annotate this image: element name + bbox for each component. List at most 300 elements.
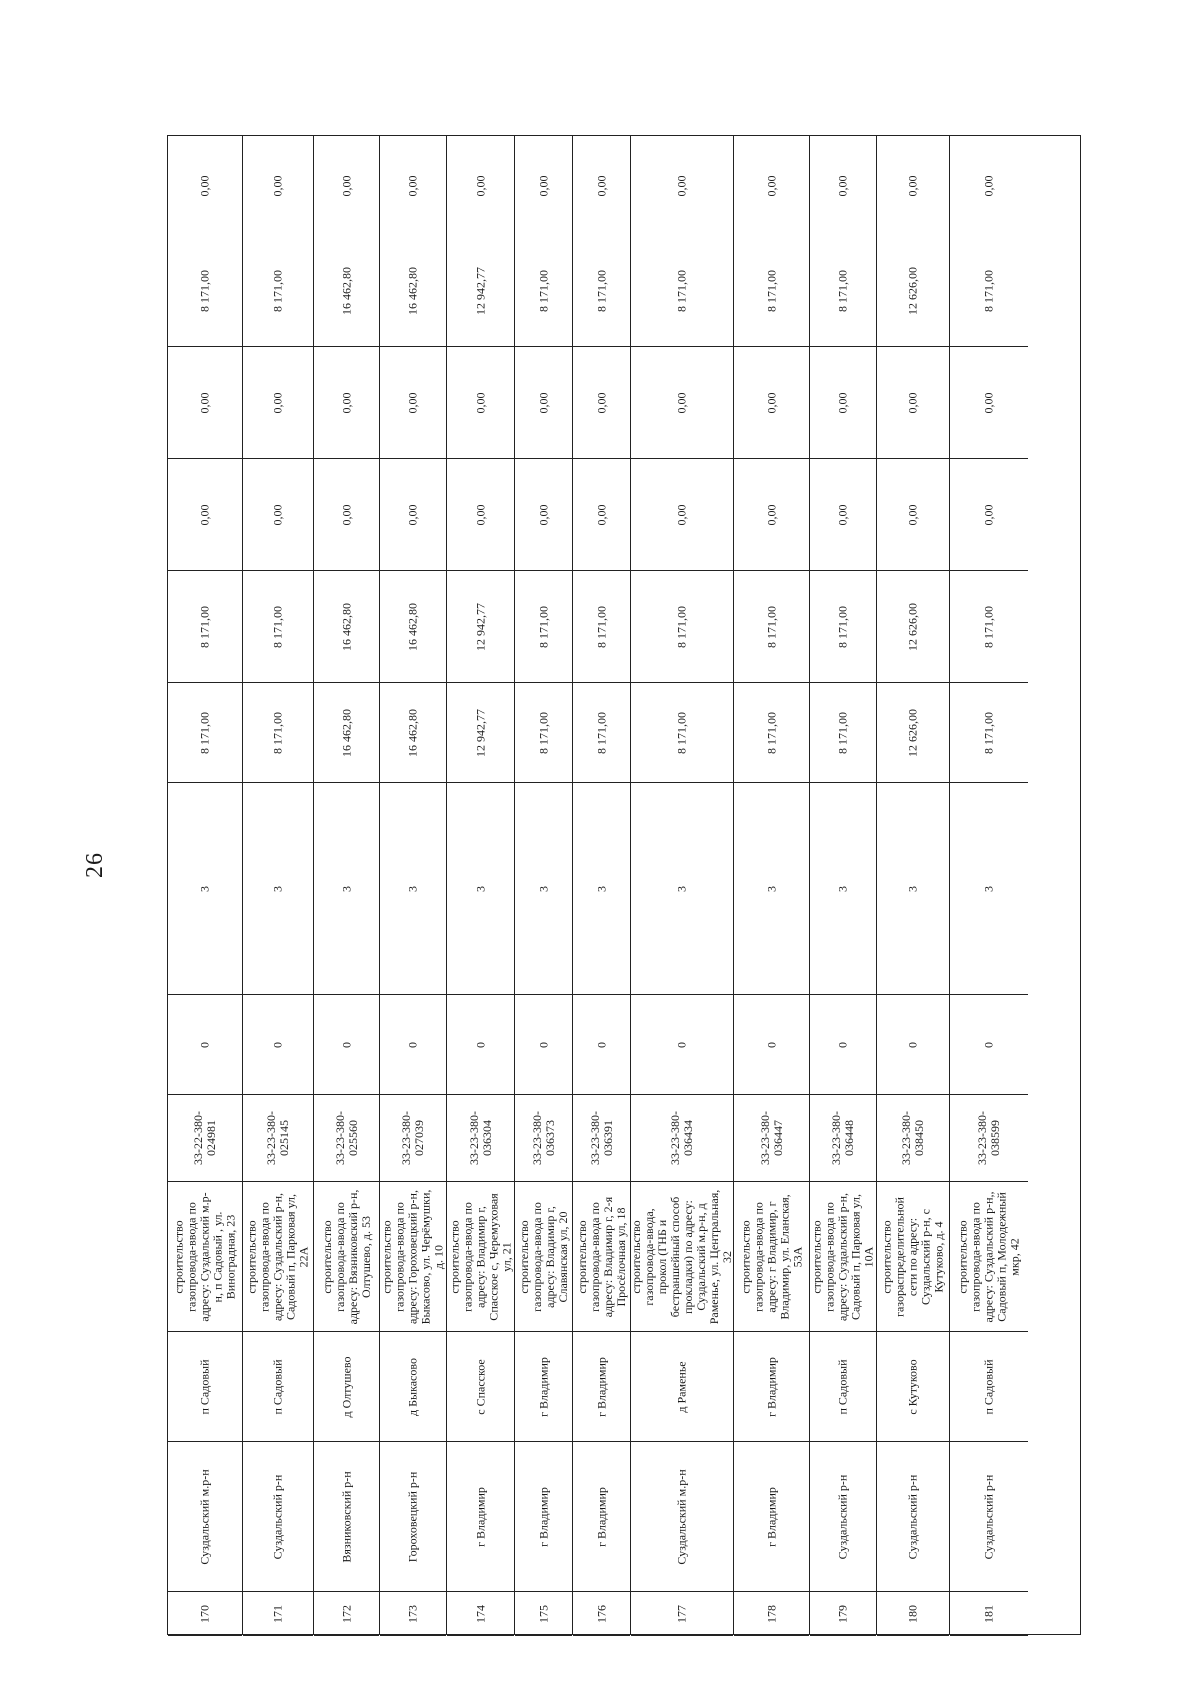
table-row: [380, 136, 447, 1634]
value-6: 0,00: [339, 175, 353, 196]
column-b-value: 3: [473, 885, 487, 892]
value-1-cell: [314, 683, 379, 783]
value-2: 12 626,00: [905, 602, 920, 651]
value-2: 8 171,00: [197, 605, 212, 648]
column-b-value: 3: [905, 885, 920, 892]
row-number-cell: [314, 1592, 379, 1636]
value-6: 0,00: [270, 175, 285, 196]
district-name-cell: [631, 1442, 733, 1592]
column-a-value-cell: [447, 995, 514, 1095]
value-2-cell: [515, 571, 572, 683]
value-2-cell: [168, 571, 242, 683]
value-2: 12 942,77: [473, 602, 487, 651]
locality-name-cell: [810, 1332, 876, 1442]
value-2: 8 171,00: [674, 605, 689, 648]
project-code-cell: [243, 1095, 313, 1182]
column-a-value-cell: [810, 995, 876, 1095]
work-description-cell: [243, 1182, 313, 1332]
district-name-cell: [810, 1442, 876, 1592]
column-a-value: 0: [536, 1041, 550, 1048]
row-number-cell: [380, 1592, 446, 1636]
value-6-cell: [631, 136, 733, 235]
value-1-cell: [380, 683, 446, 783]
value-5: 8 171,00: [197, 269, 212, 312]
value-1: 8 171,00: [981, 711, 996, 754]
value-5: 8 171,00: [594, 269, 608, 312]
value-1-cell: [631, 683, 733, 783]
value-2: 8 171,00: [270, 605, 285, 648]
column-a-value: 0: [197, 1041, 212, 1048]
locality-name: п Садовый: [835, 1359, 850, 1415]
value-6: 0,00: [473, 175, 487, 196]
value-6: 0,00: [981, 175, 996, 196]
column-b-value-cell: [447, 783, 514, 995]
value-4-cell: [877, 347, 949, 459]
value-6-cell: [380, 136, 446, 235]
value-4: 0,00: [905, 392, 920, 413]
work-description-cell: [314, 1182, 379, 1332]
value-3-cell: [447, 459, 514, 571]
locality-name-cell: [168, 1332, 242, 1442]
value-6-cell: [314, 136, 379, 235]
project-code: 33-23-380- 036304: [466, 1111, 494, 1165]
project-code: 33-22-380- 024981: [191, 1111, 218, 1165]
project-code-cell: [631, 1095, 733, 1182]
project-code-cell: [810, 1095, 876, 1182]
page-number: 26: [82, 852, 108, 878]
value-5: 8 171,00: [536, 269, 550, 312]
project-code-cell: [877, 1095, 949, 1182]
value-5: 8 171,00: [270, 269, 285, 312]
column-b-value-cell: [631, 783, 733, 995]
value-1: 8 171,00: [594, 711, 608, 754]
value-4-cell: [168, 347, 242, 459]
column-a-value-cell: [573, 995, 630, 1095]
value-3: 0,00: [197, 504, 212, 525]
value-1-cell: [877, 683, 949, 783]
value-2: 8 171,00: [594, 605, 608, 648]
locality-name: д Быкасово: [405, 1357, 420, 1416]
district-name-cell: [314, 1442, 379, 1592]
value-1-cell: [447, 683, 514, 783]
locality-name-cell: [950, 1332, 1028, 1442]
row-number-cell: [877, 1592, 949, 1636]
value-3-cell: [950, 459, 1028, 571]
value-5-cell: [243, 235, 313, 347]
column-a-value-cell: [380, 995, 446, 1095]
locality-name-cell: [314, 1332, 379, 1442]
row-number: 179: [835, 1604, 850, 1623]
column-a-value-cell: [877, 995, 949, 1095]
locality-name-cell: [877, 1332, 949, 1442]
district-name: г Владимир: [594, 1486, 608, 1547]
locality-name: г Владимир: [594, 1356, 608, 1417]
table-row: [515, 136, 573, 1634]
value-2: 8 171,00: [536, 605, 550, 648]
value-6-cell: [447, 136, 514, 235]
column-b-value-cell: [380, 783, 446, 995]
value-1: 16 462,80: [339, 708, 353, 757]
locality-name-cell: [631, 1332, 733, 1442]
value-4-cell: [515, 347, 572, 459]
value-2: 8 171,00: [981, 605, 996, 648]
value-1-cell: [243, 683, 313, 783]
column-b-value-cell: [243, 783, 313, 995]
row-number: 171: [270, 1604, 285, 1623]
value-2-cell: [314, 571, 379, 683]
column-a-value: 0: [339, 1041, 353, 1048]
row-number-cell: [243, 1592, 313, 1636]
table-row: [573, 136, 631, 1634]
value-3: 0,00: [339, 504, 353, 525]
column-a-value: 0: [674, 1041, 689, 1048]
value-2-cell: [243, 571, 313, 683]
work-description-cell: [168, 1182, 242, 1332]
project-code-cell: [515, 1095, 572, 1182]
work-description: строительство газопровода-ввода по адресу: Суздальский м.р- н, п Садовый , ул. Виноградная, 23: [171, 1191, 238, 1322]
value-6: 0,00: [905, 175, 920, 196]
row-number: 177: [674, 1604, 689, 1623]
locality-name: п Садовый: [197, 1359, 212, 1415]
district-name: Суздальский м.р-н: [674, 1468, 689, 1565]
row-number: 175: [536, 1604, 550, 1623]
column-b-value: 3: [835, 885, 850, 892]
work-description-cell: [734, 1182, 809, 1332]
row-number-cell: [631, 1592, 733, 1636]
work-description-cell: [447, 1182, 514, 1332]
value-3-cell: [243, 459, 313, 571]
value-4-cell: [447, 347, 514, 459]
work-description: строительство газопровода-ввода по адресу: Суздальский р-н,, Садовый п, Молодежный мкр, 42: [955, 1190, 1022, 1323]
value-5: 8 171,00: [835, 269, 850, 312]
work-description-cell: [631, 1182, 733, 1332]
value-3: 0,00: [835, 504, 850, 525]
work-description: строительство газопровода-ввода по адресу: Гороховецкий р-н, Быкасово, ул. Черёмушки, д. 10: [379, 1189, 446, 1324]
column-a-value: 0: [764, 1041, 778, 1048]
work-description-cell: [810, 1182, 876, 1332]
value-1: 16 462,80: [405, 708, 420, 757]
value-5-cell: [877, 235, 949, 347]
district-name: г Владимир: [473, 1486, 487, 1547]
column-b-value-cell: [810, 783, 876, 995]
project-code-cell: [734, 1095, 809, 1182]
value-2-cell: [631, 571, 733, 683]
column-a-value: 0: [981, 1041, 996, 1048]
value-1-cell: [168, 683, 242, 783]
value-1-cell: [810, 683, 876, 783]
value-2-cell: [380, 571, 446, 683]
column-a-value: 0: [594, 1041, 608, 1048]
value-3-cell: [877, 459, 949, 571]
column-a-value-cell: [950, 995, 1028, 1095]
value-2: 8 171,00: [835, 605, 850, 648]
table-row: [734, 136, 810, 1634]
value-6: 0,00: [536, 175, 550, 196]
value-6-cell: [950, 136, 1028, 235]
project-code-cell: [168, 1095, 242, 1182]
row-number-cell: [515, 1592, 572, 1636]
work-description-cell: [573, 1182, 630, 1332]
column-b-value: 3: [981, 885, 996, 892]
value-5-cell: [734, 235, 809, 347]
value-6-cell: [810, 136, 876, 235]
district-name-cell: [573, 1442, 630, 1592]
work-description: строительство газопровода-ввода по адресу: г Владимир, г Владимир, ул. Еланская, 53А: [738, 1193, 804, 1320]
table-row: [168, 136, 243, 1634]
value-1: 8 171,00: [674, 711, 689, 754]
locality-name: д Олтушево: [339, 1356, 353, 1417]
value-5: 16 462,80: [339, 266, 353, 315]
value-4: 0,00: [674, 392, 689, 413]
project-code: 33-23-380- 038599: [975, 1111, 1002, 1165]
value-6: 0,00: [764, 175, 778, 196]
value-3-cell: [631, 459, 733, 571]
column-b-value-cell: [734, 783, 809, 995]
value-4-cell: [380, 347, 446, 459]
column-b-value: 3: [405, 885, 420, 892]
value-4-cell: [810, 347, 876, 459]
work-description: строительство газопровода-ввода по адресу: Владимир г, Спасское с, Черемуховая ул, 21: [447, 1192, 513, 1321]
district-name-cell: [515, 1442, 572, 1592]
row-number-cell: [734, 1592, 809, 1636]
column-b-value-cell: [168, 783, 242, 995]
value-3-cell: [573, 459, 630, 571]
value-5: 8 171,00: [981, 269, 996, 312]
value-4-cell: [950, 347, 1028, 459]
value-5: 12 626,00: [905, 266, 920, 315]
value-3-cell: [314, 459, 379, 571]
table-row: [950, 136, 1028, 1634]
value-3-cell: [734, 459, 809, 571]
value-2-cell: [810, 571, 876, 683]
work-description: строительство газопровода-ввода по адресу: Владимир г, Славянская ул, 20: [516, 1201, 570, 1312]
value-5: 8 171,00: [674, 269, 689, 312]
project-code-cell: [380, 1095, 446, 1182]
value-5-cell: [950, 235, 1028, 347]
value-1: 12 942,77: [473, 708, 487, 757]
project-code: 33-23-380- 036447: [757, 1111, 785, 1165]
district-name: Суздальский р-н: [835, 1474, 850, 1559]
column-b-value: 3: [197, 885, 212, 892]
value-3: 0,00: [536, 504, 550, 525]
locality-name: г Владимир: [536, 1356, 550, 1417]
value-1: 12 626,00: [905, 708, 920, 757]
value-5-cell: [810, 235, 876, 347]
work-description: строительство газопровода-ввода по адресу: Суздальский р-н, Садовый п, Парковая ул, 22А: [244, 1192, 311, 1321]
value-5-cell: [573, 235, 630, 347]
row-number: 172: [339, 1604, 353, 1623]
district-name: Суздальский р-н: [905, 1474, 920, 1559]
work-description-cell: [515, 1182, 572, 1332]
project-code: 33-23-380- 036448: [829, 1111, 856, 1165]
district-name: Гороховецкий р-н: [405, 1471, 420, 1562]
value-1: 8 171,00: [197, 711, 212, 754]
project-code: 33-23-380- 025145: [264, 1111, 291, 1165]
value-5-cell: [631, 235, 733, 347]
column-b-value-cell: [515, 783, 572, 995]
column-b-value: 3: [339, 885, 353, 892]
column-b-value-cell: [877, 783, 949, 995]
locality-name-cell: [243, 1332, 313, 1442]
district-name-cell: [734, 1442, 809, 1592]
work-description-cell: [877, 1182, 949, 1332]
district-name-cell: [447, 1442, 514, 1592]
locality-name: д Раменье: [674, 1360, 689, 1413]
project-code-cell: [447, 1095, 514, 1182]
data-table: [167, 135, 1081, 1635]
value-1-cell: [573, 683, 630, 783]
value-1: 8 171,00: [835, 711, 850, 754]
column-a-value-cell: [515, 995, 572, 1095]
value-3: 0,00: [764, 504, 778, 525]
row-number: 174: [473, 1604, 487, 1623]
value-3-cell: [810, 459, 876, 571]
value-4: 0,00: [405, 392, 420, 413]
table-row: [631, 136, 734, 1634]
value-3: 0,00: [981, 504, 996, 525]
district-name-cell: [380, 1442, 446, 1592]
value-2-cell: [950, 571, 1028, 683]
locality-name-cell: [380, 1332, 446, 1442]
value-6: 0,00: [594, 175, 608, 196]
locality-name-cell: [573, 1332, 630, 1442]
district-name-cell: [950, 1442, 1028, 1592]
value-5-cell: [380, 235, 446, 347]
work-description-cell: [950, 1182, 1028, 1332]
value-4: 0,00: [473, 392, 487, 413]
value-6: 0,00: [835, 175, 850, 196]
value-2: 8 171,00: [764, 605, 778, 648]
value-4: 0,00: [764, 392, 778, 413]
locality-name: с Спасское: [473, 1358, 487, 1415]
value-4: 0,00: [835, 392, 850, 413]
column-a-value-cell: [243, 995, 313, 1095]
value-5: 8 171,00: [764, 269, 778, 312]
value-6-cell: [734, 136, 809, 235]
table-row: [243, 136, 314, 1634]
value-3: 0,00: [270, 504, 285, 525]
column-b-value-cell: [573, 783, 630, 995]
column-b-value-cell: [314, 783, 379, 995]
locality-name: г Владимир: [764, 1356, 778, 1417]
value-4-cell: [314, 347, 379, 459]
value-2-cell: [734, 571, 809, 683]
work-description: строительство газораспределительной сети по адресу: Суздальский р-н, с Кутуково, д. 4: [879, 1196, 946, 1317]
row-number: 176: [594, 1604, 608, 1623]
table-row: [810, 136, 877, 1634]
row-number: 173: [405, 1604, 420, 1623]
value-4-cell: [631, 347, 733, 459]
value-1-cell: [950, 683, 1028, 783]
work-description-cell: [380, 1182, 446, 1332]
work-description: строительство газопровода-ввода по адресу: Владимир г, 2-я Просёлочная ул, 18: [574, 1196, 628, 1317]
table-row: [314, 136, 380, 1634]
value-3-cell: [515, 459, 572, 571]
row-number-cell: [810, 1592, 876, 1636]
project-code: 33-23-380- 036434: [668, 1111, 695, 1165]
district-name-cell: [168, 1442, 242, 1592]
value-6: 0,00: [674, 175, 689, 196]
value-2-cell: [447, 571, 514, 683]
district-name-cell: [243, 1442, 313, 1592]
value-6-cell: [573, 136, 630, 235]
column-a-value-cell: [631, 995, 733, 1095]
project-code: 33-23-380- 027039: [399, 1111, 426, 1165]
project-code: 33-23-380- 038450: [899, 1111, 926, 1165]
project-code: 33-23-380- 036391: [587, 1111, 615, 1165]
column-a-value: 0: [835, 1041, 850, 1048]
district-name: г Владимир: [536, 1486, 550, 1547]
value-4: 0,00: [981, 392, 996, 413]
value-2-cell: [877, 571, 949, 683]
value-3-cell: [168, 459, 242, 571]
row-number: 180: [905, 1604, 920, 1623]
value-3: 0,00: [905, 504, 920, 525]
value-6-cell: [515, 136, 572, 235]
table-row: [877, 136, 950, 1634]
value-6-cell: [243, 136, 313, 235]
row-number-cell: [950, 1592, 1028, 1636]
column-a-value: 0: [270, 1041, 285, 1048]
value-1: 8 171,00: [764, 711, 778, 754]
value-3: 0,00: [674, 504, 689, 525]
column-b-value: 3: [594, 885, 608, 892]
value-6-cell: [168, 136, 242, 235]
column-a-value-cell: [314, 995, 379, 1095]
value-6: 0,00: [197, 175, 212, 196]
column-b-value-cell: [950, 783, 1028, 995]
value-6: 0,00: [405, 175, 420, 196]
work-description: строительство газопровода-ввода по адресу: Суздальский р-н, Садовый п, Парковая ул, 10А: [809, 1192, 876, 1321]
locality-name: с Кутуково: [905, 1358, 920, 1415]
district-name-cell: [877, 1442, 949, 1592]
district-name: Суздальский р-н: [981, 1474, 996, 1559]
row-number-cell: [168, 1592, 242, 1636]
district-name: Суздальский м.р-н: [197, 1468, 212, 1565]
project-code-cell: [314, 1095, 379, 1182]
work-description: строительство газопровода-ввода по адресу: Вязниковский р-н, Олтушево, д. 53: [319, 1189, 373, 1324]
project-code-cell: [573, 1095, 630, 1182]
value-4-cell: [573, 347, 630, 459]
value-6-cell: [877, 136, 949, 235]
locality-name-cell: [734, 1332, 809, 1442]
row-number-cell: [447, 1592, 514, 1636]
locality-name-cell: [447, 1332, 514, 1442]
column-a-value: 0: [405, 1041, 420, 1048]
column-b-value: 3: [674, 885, 689, 892]
row-number: 181: [981, 1604, 996, 1623]
project-code: 33-23-380- 025560: [332, 1111, 360, 1165]
value-5: 12 942,77: [473, 266, 487, 315]
value-5: 16 462,80: [405, 266, 420, 315]
value-1: 8 171,00: [270, 711, 285, 754]
value-3: 0,00: [594, 504, 608, 525]
district-name: Суздальский р-н: [270, 1474, 285, 1559]
district-name: Вязниковский р-н: [339, 1470, 353, 1563]
row-number-cell: [573, 1592, 630, 1636]
value-2-cell: [573, 571, 630, 683]
column-a-value-cell: [168, 995, 242, 1095]
column-a-value: 0: [473, 1041, 487, 1048]
value-4: 0,00: [536, 392, 550, 413]
value-4: 0,00: [339, 392, 353, 413]
work-description: строительство газопровода-ввода, прокол (ГНБ и бестраншейный способ прокладки) по адресу: Суздальский м.р-н, д Раменье, ул. Центральная, 32: [629, 1189, 734, 1324]
table-row: [447, 136, 515, 1634]
value-4-cell: [243, 347, 313, 459]
value-5-cell: [314, 235, 379, 347]
district-name: г Владимир: [764, 1486, 778, 1547]
value-1: 8 171,00: [536, 711, 550, 754]
